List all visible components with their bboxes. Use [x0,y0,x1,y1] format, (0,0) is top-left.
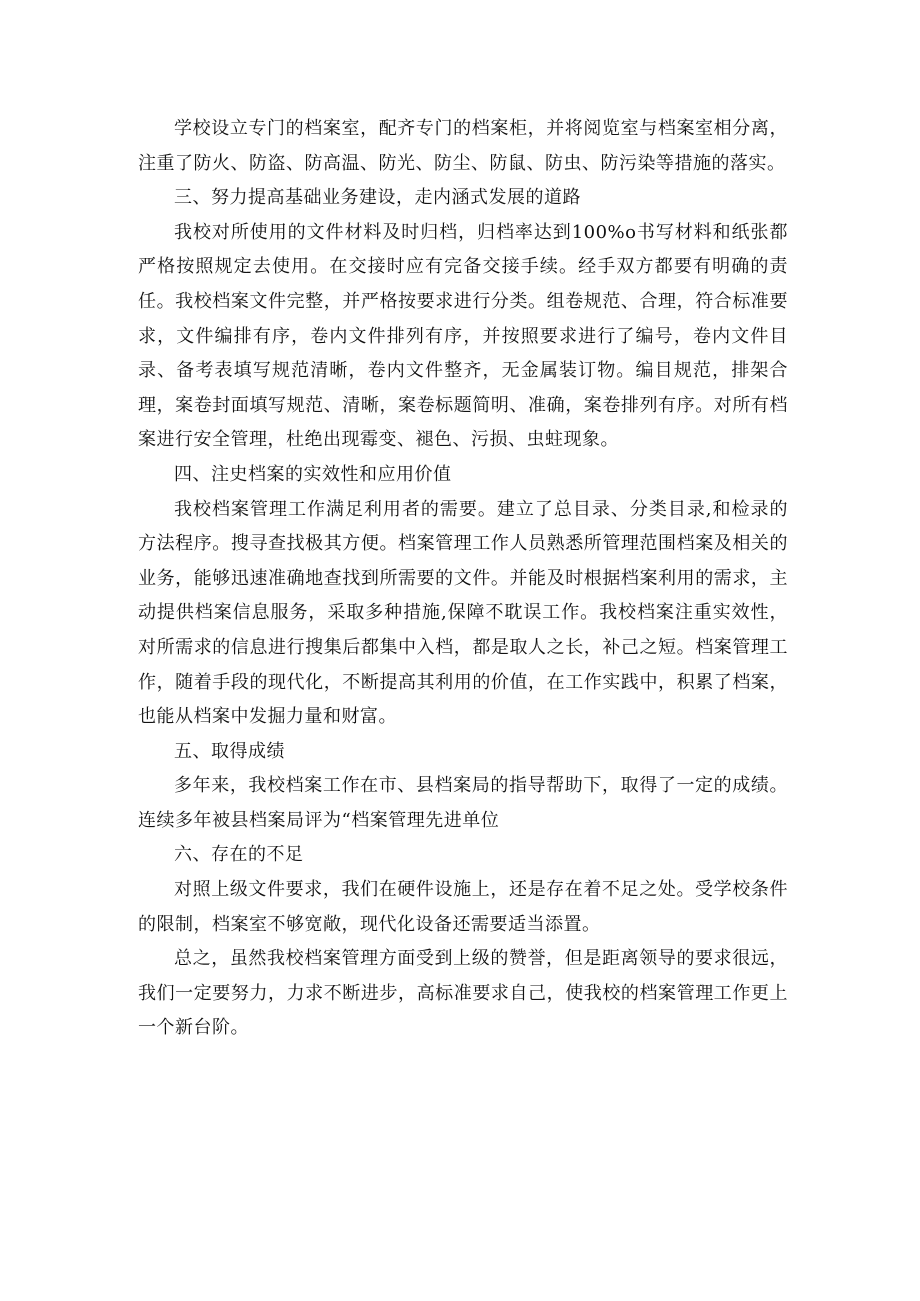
paragraph-effectiveness: 我校档案管理工作满足利用者的需要。建立了总目录、分类目录,和检录的方法程序。搜寻查找极其方便。档案管理工作人员熟悉所管理范围档案及相关的业务，能够迅速准确地查找到所需要的文件。并能及时根据档案利用的需求，主动提供档案信息服务，采取多种措施,保障不耽误工作。我校档案注重实效性，对所需求的信息进行搜集后都集中入档，都是取人之长，补己之短。档案管理工作，随着手段的现代化，不断提高其利用的价值，在工作实践中，积累了档案，也能从档案中发掘力量和财富。 [138,498,788,728]
paragraph-achievements: 多年来，我校档案工作在市、县档案局的指导帮助下，取得了一定的成绩。连续多年被县档案局评为“档案管理先进单位 [138,775,788,831]
paragraph-archive-room: 学校设立专门的档案室，配齐专门的档案柜，并将阅览室与档案室相分离，注重了防火、防盗、防高温、防光、防尘、防鼠、防虫、防污染等措施的落实。 [138,118,788,174]
paragraph-conclusion: 总之，虽然我校档案管理方面受到上级的赞誉，但是距离领导的要求很远，我们一定要努力，力求不断进步，高标准要求自己，使我校的档案管理工作更上一个新台阶。 [138,948,788,1039]
section-heading-4: 四、注史档案的实效性和应用价值 [174,463,452,485]
paragraph-shortcomings: 对照上级文件要求，我们在硬件设施上，还是存在着不足之处。受学校条件的限制，档案室不够宽敞，现代化设备还需要适当添置。 [138,879,788,935]
section-heading-5: 五、取得成绩 [174,740,285,762]
section-heading-3: 三、努力提高基础业务建设，走内涵式发展的道路 [174,187,581,209]
section-heading-6: 六、存在的不足 [174,844,304,866]
paragraph-filing: 我校对所使用的文件材料及时归档，归档率达到100%o书写材料和纸张都严格按照规定去使用。在交接时应有完备交接手续。经手双方都要有明确的责任。我校档案文件完整，并严格按要求进行分类。组卷规范、合理，符合标准要求，文件编排有序，卷内文件排列有序，并按照要求进行了编号，卷内文件目录、备考表填写规范清晰，卷内文件整齐，无金属装订物。编目规范，排架合理，案卷封面填写规范、清晰，案卷标题简明、准确，案卷排列有序。对所有档案进行安全管理，杜绝出现霉变、褪色、污损、虫蛀现象。 [138,221,788,451]
document-body [138,112,788,1046]
